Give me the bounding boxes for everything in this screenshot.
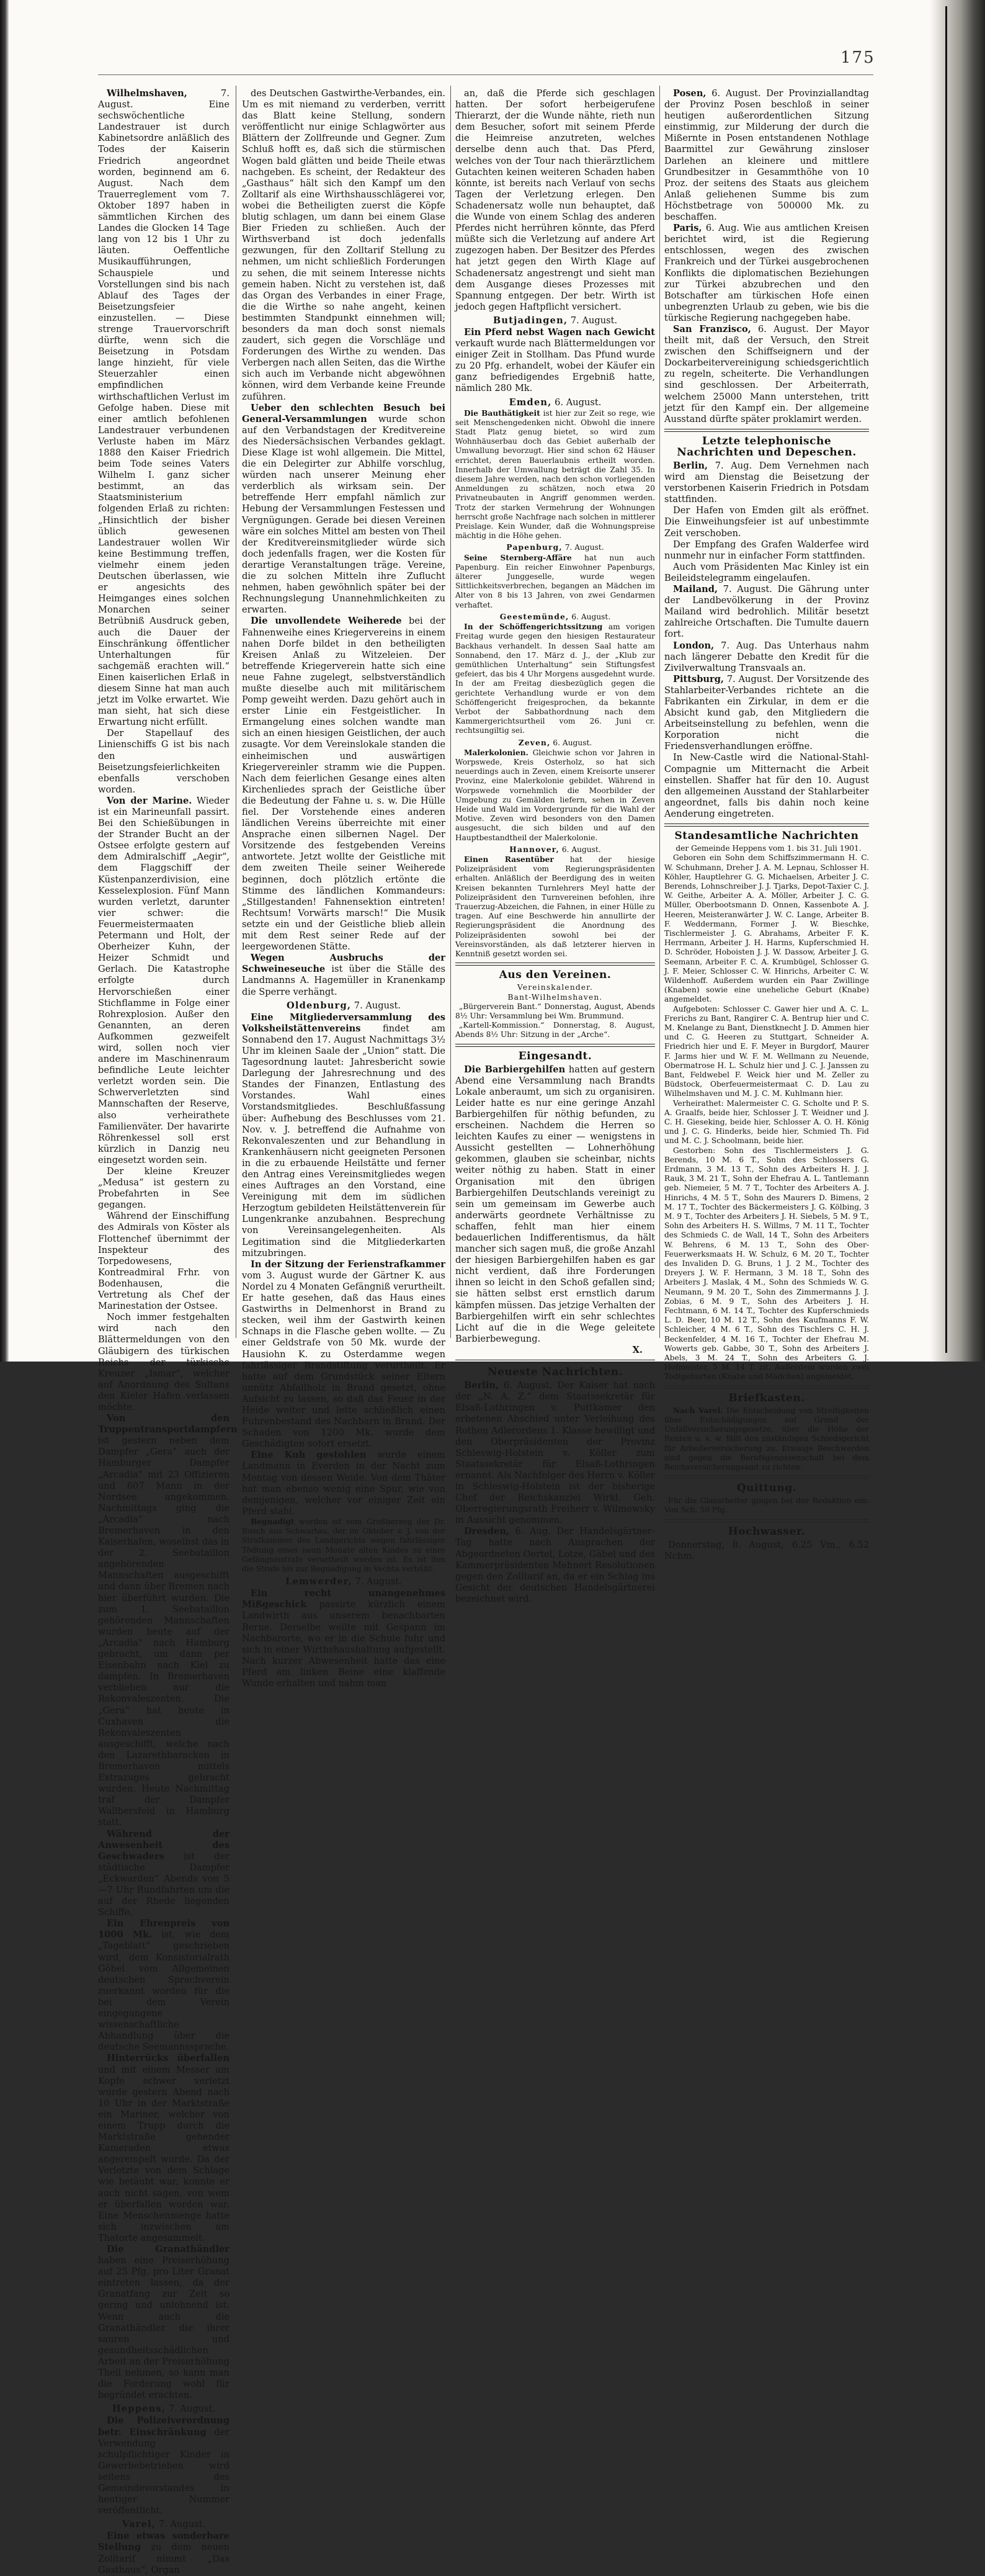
article-paragraph: [98, 1211, 230, 1312]
dateline: [98, 2403, 230, 2415]
article-paragraph: [242, 616, 445, 953]
article-paragraph: [455, 327, 655, 395]
article-paragraph: [664, 562, 869, 584]
text-line: „Bürgerverein Bant.“ Donnerstag, August, Abends 8½ Uhr: Versammlung bei Wm. Brummund.: [455, 1002, 655, 1020]
article-lead: Berlin,: [464, 1380, 499, 1391]
article-lead: Malerkolonien.: [464, 748, 528, 757]
article-text: findet am Sonnabend den 17. August Nachmittags 3½ Uhr im kleinen Saale der „Union“ statt. Die Tagesordnung lautet: Jahresbericht sowie Darlegung der Jahresrechnung und des Standes der Finanzen, Entlastung des Vorstandes. Wahl eines Vorstandsmitgliedes. Beschlußfassung über: Aufhebung des Beschlusses vom 21. Nov. v. J. betreffend die Aufnahme von Rekonvaleszenten und zur Behandlung in Krankenhäusern nicht geeigneten Personen in die zu erbauende Heilstätte und ferner den Antrag eines Vereinsmitgliedes wegen eines Auftrages an den Vorstand, eine Vereinigung mit dem im südlichen Herzogtum gebildeten Heilstättenverein für Lungenkranke anzubahnen. Besprechung von Vereinsangelegenheiten. Als Legitimation sind die Mitgliederkarten mitzubringen.: [242, 1023, 445, 1259]
article-paragraph: [242, 1588, 445, 1689]
article-text: haben eine Preiserhöhung auf 25 Pfg. pro Liter Granat eintreten lassen, da der Granatfang zur Zeit so gering und unlohnend ist. Wenn auch die Granathändler die ihrer sauren und gesundheitsschädlichen Arbeit an der Preiserhöhung Theil nehmen, so kann man die Forderung wohl für begründet erachten.: [98, 2255, 230, 2401]
article-lead: Eine Mitgliederversammlung des Volksheilstättenvereins: [242, 1012, 445, 1034]
section-rule: [455, 1360, 655, 1363]
article-lead: Die Bauthätigkeit: [464, 408, 540, 418]
article-paragraph: [98, 728, 230, 796]
article-text: und mit einem Messer am Kopfe schwer verletzt wurde gestern Abend nach 10 Uhr in der Marktstraße ein Mariner, welcher von einem Trupp durch die Marktstraße gehender Kameraden etwas angerempelt wurde. Da der Verletzte von dem Schlage wie betäubt war, konnte er auch nicht sagen, von wem er überfallen worden war. Eine Menschenmenge hatte sich inzwischen am Thatorte angesammelt.: [98, 2064, 230, 2243]
section-rule: [664, 1386, 869, 1389]
dateline-date: 7. August.: [166, 2403, 216, 2415]
section-heading: Aus den Vereinen.: [499, 969, 612, 982]
article-paragraph: [98, 1166, 230, 1211]
dateline-place: Zeven,: [518, 738, 551, 747]
article-lead: Dresden,: [464, 1526, 510, 1537]
article-lead: Mailand,: [673, 584, 718, 595]
article-lead: Während der Anwesenheit des Geschwaders: [98, 1828, 230, 1862]
article-text: Der Hafen von Emden gilt als eröffnet. Die Einweihungsfeier ist auf unbestimmte Zeit verschoben.: [664, 505, 869, 539]
article-text: des Deutschen Gastwirthe-Verbandes, ein. Um es mit niemand zu verderben, verritt das Blatt keine Stellung, sondern veröffentlicht nur einige Schlagwörter aus Blättern der Zollfreunde und Gegner. Zum Schluß hofft es, daß sich die stürmischen Wogen bald glätten und beide Theile etwas nachgeben. Es scheint, der Redakteur des „Gasthaus“ hält sich den Kampf um den Zolltarif als eine Wirthshausschlägerei vor, wobei die Betheiligten zuerst die Köpfe blutig schlagen, um dann bei einem Glase Bier Frieden zu schließen. Auch der Wirthsverband ist doch jedenfalls gezwungen, für den Zolltarif Stellung zu nehmen, um nicht schließlich Forderungen zu sehen, die mit seinem Interesse nichts gemein haben. Nicht zu verstehen ist, daß das Organ des Verbandes in einer Frage, die die Wirthe so nahe angeht, keinen bestimmten Standpunkt einnehmen will; besonders da man doch sonst niemals zaudert, sich gegen die Vorschläge und Forderungen des Wirthe zu wenden. Das Verbergen nach allen Seiten, das die Wirthe sich auch im Verbande nicht abgewöhnen können, wird dem Verbande keine Freunde zuführen.: [242, 88, 445, 402]
article-paragraph: [664, 752, 869, 820]
article-text: zu dem neuen Zolltarif nimmt „Das Gasthaus“, Organ: [98, 2542, 230, 2575]
article-paragraph: [455, 1064, 655, 1345]
dateline-place: Emden,: [509, 397, 552, 408]
article-text: Wieder ist ein Marineunfall passirt. Bei den Schießübungen in der Strander Bucht an der Ostsee erfolgte gestern auf dem Admiralschiff „Aegir“, dem Flaggschiff der Küstenpanzerdivision, eine Kesselexplosion. Fünf Mann wurden verletzt, darunter vier schwer: die Feuermeistermaaten Petermann und Holt, der Oberheizer Kuhn, der Heizer Schmidt und Gerlach. Die Katastrophe erfolgte durch Hervorschießen einer Stichflamme in Folge einer Rohrexplosion. Außer den Genannten, an deren Aufkommen gezweifelt wird, sollen noch vier andere im Maschinenraum befindliche Leute leichter verletzt worden sein. Die Schwerverletzten sind Mannschaften der Reserve, also verheirathete Familienväter. Der havarirte Röhrenkessel soll erst kürzlich in Danzig neu eingesetzt worden sein.: [98, 795, 230, 1165]
article-text: Der Empfang des Grafen Walderfee wird nunmehr nur in einfacher Form stattfinden.: [664, 539, 869, 561]
column-4: [664, 88, 870, 1561]
article-text: 7. Aug. Dem Vernehmen nach wird am Dienstag die Beisetzung der verstorbenen Kaiserin Friedrich in Potsdam stattfinden.: [664, 460, 869, 505]
dateline: [242, 1576, 445, 1587]
article-paragraph: [664, 584, 869, 640]
article-paragraph: [98, 2415, 230, 2516]
article-paragraph: [664, 674, 869, 753]
article-lead: Die unvollendete Weiherede: [251, 616, 402, 627]
column-divider: [450, 86, 451, 1338]
article-paragraph: [455, 1380, 655, 1526]
article-text: Der kleine Kreuzer „Medusa“ ist gestern zu Probefahrten in See gegangen.: [98, 1166, 230, 1211]
article-paragraph: [664, 88, 869, 223]
column-3: [455, 88, 656, 1604]
article-text: hat der hiesige Polizeipräsident vom Regierungspräsidenten erhalten. Anläßlich der Beerdigung des in weiten Kreisen bekannten Turnlehrers Meyl hatte der Polizeipräsident den Turnvereinen befohlen, ihre Trauerzug-Abzeichen, die Fahnen, in einer Hülle zu tragen. Auf eine Beschwerde hin annullirte der Regierungspräsident die Anordnung des Polizeipräsidenten sowohl bei der Vereinsvorständen, als daß letzterer hierven in Kenntniß gesetzt worden sei.: [455, 855, 656, 958]
article-text: hatten auf gestern Abend eine Versammlung nach Brandts Lokale anberaumt, um sich zu organisiren. Leider hatte es nur eine geringe Anzahl Barbiergehilfen für nöthig befunden, zu erscheinen. Nachdem die Herren so leichten Kaufes zu einer — wenigstens in Aussicht gestellten — Lohnerhöhung gekommen, glauben sie scheinbar, nichts weiter nöthig zu haben. Statt in einer Organisation mit den übrigen Barbiergehilfen Deutschlands vereinigt zu sein um gemeinsam im Gewerbe auch anderwärts geordnete Verhältnisse zu schaffen, fehlt man hier einem bedauerlichen Indifferentismus, da hält mancher sich sagen muß, die große Anzahl der hiesigen Barbiergehilfen haben es gar nicht verdient, daß ihre Forderungen ihnen so leicht in den Schoß gefallen sind; sie hätten selbst erst ernstlich darum kämpfen müssen. Das jetzige Verhalten der Barbiergehilfen wirft ein sehr schlechtes Licht auf die in die Wege geleitete Barbierbewegung.: [455, 1064, 655, 1344]
article-text: Eine sechswöchentliche Landestrauer ist durch Kabinetsordre anläßlich des Todes der Kaiserin Friedrich angeordnet worden, beginnend am 6. August. Nach dem Trauerreglement vom 7. Oktober 1897 haben in sämmtlichen Kirchen des Landes die Glocken 14 Tage lang von 12 bis 1 Uhr zu läuten. Oeffentliche Musikaufführungen, Schauspiele und Vorstellungen sind bis nach Ablauf des Tages der Beisetzungsfeier einzustellen. — Diese strenge Trauervorschrift dürfte, wenn sich die Beisetzung in Potsdam lange hinzieht, für viele Steuerzahler einen empfindlichen wirthschaftlichen Verlust im Gefolge haben. Diese mit einer amtlich befohlenen Landestrauer verbundenen Verluste haben im März 1888 den Kaiser Friedrich beim Tode seines Vaters Wilhelm I. ganz sicher bestimmt, an das Staatsministerium folgenden Erlaß zu richten: „Hinsichtlich der bisher üblich gewesenen Landestrauer wollen Wir keine Bestimmung treffen, vielmehr einem jeden Deutschen überlassen, wie er angesichts des Heimganges eines solchen Monarchen seiner Betrübniß Ausdruck geben, auch die Dauer der Einschränkung öffentlicher Unterhaltungen für sachgemäß erachten will.“ Einen kaiserlichen Erlaß in diesem Sinne hat man auch jetzt im Volke erwartet. Wie man sieht, hat sich diese Erwartung nicht erfüllt.: [98, 99, 230, 728]
section-heading: Quittung.: [736, 1482, 797, 1495]
text-line: „Kartell-Kommission.“ Donnerstag, 8. August, Abends 8½ Uhr: Sitzung in der „Arche“.: [455, 1021, 655, 1039]
article-lead: Von der Marine.: [107, 795, 192, 806]
article-paragraph: [664, 460, 869, 505]
section-rule: [455, 963, 655, 966]
dateline-date: 6. August.: [569, 612, 611, 621]
dateline: [455, 613, 655, 622]
dateline-place: Butjadingen,: [493, 315, 568, 326]
article-paragraph: [455, 1526, 655, 1605]
article-paragraph: [98, 2531, 230, 2575]
dateline: [455, 543, 655, 552]
article-text: worden ist vom Großherzog der Dr. Busch aus Schwartau, der im Oktober v. J. von der Strafkammer des Landgerichts wegen fahrlässiger Tödtung eines neun Monate alten Kindes zu einer Gefängnisstrafe verurtheilt worden ist. Es ist ihm die Strafe bis zur Begnadigung in Vechta verbüßt.: [242, 1517, 446, 1573]
article-lead: Nach Varel.: [673, 1406, 723, 1415]
article-paragraph: [455, 855, 655, 959]
article-paragraph: [98, 2053, 230, 2244]
dateline-place: Lemwerder,: [285, 1576, 352, 1587]
section-rule: [455, 1044, 655, 1047]
section-heading: Letzte telephonische Nachrichten und Depeschen.: [677, 434, 857, 459]
dateline: [455, 315, 655, 326]
article-text: Noch immer festgehalten wird nach den Blättermeldungen von den Gläubigern des türkischen Reichs der türkische Kreuzer „Ismar“, welcher auf Anordnung des Sultans den Kieler Hafen verlassen möchte.: [98, 1312, 230, 1412]
text-line: der Gemeinde Heppens vom 1. bis 31. Juli 1901.: [675, 844, 862, 853]
article-text: 6. Aug. Der Handelsgärtner-Tag hatte nach Ansprachen der Abgeordneten Oertel, Lotze, Gäbel und des Kammerpräsidenten Mehnert Resolutionen gegen den Zolltarif an, da er ein Schlag ins Gesicht der deutschen Handelsgärtnerei bezeichnet wird.: [455, 1526, 655, 1604]
subsection-heading: Bant-Wilhelmshaven.: [507, 992, 603, 1002]
article-paragraph: [98, 796, 230, 1166]
column-2: [242, 88, 446, 1689]
article-lead: Wegen Ausbruchs der Schweineseuche: [242, 953, 445, 975]
dateline-place: Geestemünde,: [499, 612, 569, 621]
article-lead: In der Schöffengerichtssitzung: [464, 622, 603, 632]
article-paragraph: [664, 1406, 869, 1472]
article-lead: Ein Pferd nebst Wagen nach Gewicht: [464, 326, 655, 338]
article-paragraph: [242, 88, 445, 403]
article-text: Geboren ein Sohn dem Schiffszimmermann H. C. W. Schuhmann, Dreher J. A. M. Lepnau, Schlosser H. Köhler, Hauptlehrer G. G. Michaelsen, Arbeiter J. C. Berends, Lohnschreiber J. J. Tjarks, Depot-Taxier C. J. W. Geithe, Arbeiter A. A. Möller, Arbeiter J. C. G. Müller, Oberbootsmann D. Onnen, Kassenbote A. J. Heeren, Meisteranwärter J. W. C. Lange, Arbeiter B. F. Weddermann, Former J. W. Bieschke, Tischlermeister J. G. Abrahams, Arbeiter F. K. Herrmann, Arbeiter J. H. Harms, Kupferschmied H. D. Schröder, Hoboisten J. J. W. Dassow, Arbeiter J. G. Seemann, Arbeiter F. C. A. Krumbügel, Schlosser G. J. F. Meier, Schlosser C. W. Hinrichs, Arbeiter C. W. Wildenhoff. Außerdem wurden ein Paar Zwillinge (Knaben) sowie eine uneheliche Geburt (Knabe) angemeldet.: [664, 853, 869, 1004]
article-lead: Ein Ehrenpreis von 1000 Mk.: [98, 1918, 230, 1941]
article-text: ist hier zur Zeit so rege, wie seit Menschengedenken nicht. Obwohl die innere Stadt Platz genug bietet, so wird zum Wohnhäuserbau doch das Gebiet außerhalb der Umwallung bevorzugt. Hier sind schon 62 Häuser errichtet, deren Bauerlaubnis ertheilt worden. Innerhalb der Umwallung beträgt die Zahl 35. In diesem Jahre werden, nach den schon vorliegenden Anmeldungen zu schätzen, noch etwa 20 Privatneubauten in Angriff genommen werden. Trotz der starken Vermehrung der Wohnungen herrscht große Nachfrage nach solchen in mittlerer Preislage. Kein Wunder, daß die Wohnungspreise mächtig in die Höhe gehen.: [455, 408, 656, 541]
article-paragraph: [242, 403, 445, 616]
article-text: Die Entscheidung von Streitigkeiten über Entschädigungen auf Grund der Unfallversicherungsgesetze, über die Höhe der Renten u. s. w. fällt den zuständigen Schiedsgericht für Arbeiterversicherung zu. Etwaige Beschwerden sind gegen die Berufsgenossenschaft bei dem Reichsversicherungsamt zu richten.: [664, 1406, 870, 1471]
article-paragraph: [98, 2244, 230, 2401]
article-text: Auch vom Präsidenten Mac Kinley ist ein Beileidstelegramm eingelaufen.: [664, 561, 869, 583]
article-paragraph: [98, 88, 230, 728]
article-lead: Von den Truppentransportdampfern: [98, 1413, 238, 1435]
article-text: wurde einem Landmann in Everden in der Nacht zum Montag von dessen Weide. Von dem Thäter hat man ebenso wenig eine Spur, wie von demjenigen, welcher vor einiger Zeit ein Pferd stahl.: [242, 1450, 445, 1517]
article-text: passirte kürzlich einem Landwirth aus unserem benachbarten Berne. Derselbe weilte mit Gespann im Nachbarorte, wo er in die Schule fuhr und sich in einer Wirthshaushaltung aufgestellt. Nach kurzer Abwesenheit hatte das eine Pferd am linken Beine eine klaffende Wunde erhalten und nahm man: [242, 1599, 446, 1689]
article-lead: Eine etwas sonderbare Stellung: [98, 2531, 230, 2553]
dateline: [455, 845, 655, 855]
article-lead: Wilhelmshaven,: [107, 88, 187, 99]
left-binding-edge: [0, 0, 9, 1362]
article-paragraph: [664, 505, 869, 539]
article-paragraph: [242, 1012, 445, 1259]
article-paragraph: [242, 1450, 445, 1517]
right-page-edge: [930, 0, 985, 1362]
article-text: Gleichwie schon vor Jahren in Worpswede, Kreis Osterholz, so hat sich neuerdings auch in Zeven, einem Kreisorte unserer Provinz, eine Malerkolonie gebildet. Während in Worpswede vornehmlich die Moorbilder der Umgebung zu Gemälden liefern, sehen in Zeven Heide und Wald im Vordergrunde für die Wahl der Motive. Zeven wird besonders von den Damen ausgesucht, die sich bilden und auf den Hauptbestandtheil der Malerkolonie.: [455, 748, 655, 842]
dateline-date: 6. August.: [559, 845, 601, 854]
article-paragraph: [664, 853, 869, 1004]
dateline-place: Papenburg,: [506, 543, 563, 552]
article-text: 7. Aug. Das Unterhaus nahm nach längerer Debatte den Kredit für die Zivilverwaltung Transvaals an.: [664, 640, 869, 673]
section-heading: Neueste Nachrichten.: [487, 1366, 623, 1379]
page-number: 175: [840, 48, 875, 67]
article-text: Verheirathet: Malermeister C. G. Scholte und P. S. A. Graalfs, beide hier, Schlosser J. T. Weidner und J. C. H. Gieseking, beide hier, Schlosser A. O. H. König und J. C. G. Hinderks, beide hier, Schmied Th. Fid und M. C. J. Schoolmann, beide hier.: [664, 1098, 869, 1146]
article-lead: London,: [673, 640, 715, 651]
dateline-date: 7. August.: [568, 315, 618, 326]
article-paragraph: [242, 1517, 445, 1574]
article-lead: Einen Rasentüber: [464, 855, 554, 864]
article-text: ist gestern neben dem Dampfer „Gera“ auch der Hamburger Dampfer „Arcadia“ mit 23 Offizieren und 607 Mann in der Nordsee angekommen. Nachmittags ging die „Arcadia“ nach Bremerhaven in den Kaiserhafen, woselbst das in der 2. Seebataillon angehörenden Mannschaften ausgeschifft und dann über Bremen nach hier überführt wurden. Die zum 1. Seebataillon gehörenden Mannschaften wurden heute auf der „Arcadia“ nach Hamburg gebracht, um dann per Eisenbahn nach Kiel zu dampfen. In Bremerhaven verblieben nur die Rekonvaleszenten. Die „Gera“ hat heute in Cuxhaven die Rekonvaleszenten ausgeschifft, welche nach den Lazarethbaracken in Bremerhaven mittels Extrazuges gebracht wurden. Heute Nachmittag traf der Dampfer Wallbersfeld in Hamburg statt.: [98, 1435, 230, 1828]
article-lead: In der Sitzung der Ferienstrafkammer: [251, 1259, 445, 1270]
dateline-date: 6. August.: [551, 397, 602, 408]
article-lead: Ueber den schlechten Besuch bei General-Versammlungen: [242, 402, 445, 424]
article-paragraph: [455, 88, 655, 313]
dateline-date: 6. August.: [550, 738, 592, 747]
article-paragraph: [664, 1005, 869, 1099]
dateline: [98, 2519, 230, 2530]
dateline-date: 7. August.: [352, 1576, 402, 1587]
article-lead: Eine Kuh gestohlen: [251, 1450, 367, 1461]
article-lead: Seine Sternberg-Affäre: [464, 553, 572, 562]
article-text: verkauft wurde nach Blättermeldungen vor einiger Zeit in Stollham. Das Pfund wurde zu 20 Pfg. erhandelt, wobei der Käufer ein ganz befriedigendes Ergebniß hatte, nämlich 280 Mk.: [455, 338, 655, 394]
article-paragraph: [455, 409, 655, 541]
subsection-heading: Vereinskalender.: [517, 983, 594, 992]
article-text: ist, wie dem „Tageblatt“ geschrieben wird, dem Konsistorialrath Göbel vom Allgemeinen deutschen Sprachverein zuerkannt worden für die bei dem Verein eingegangene wissenschaftliche Abhandlung über die deutsche Seemannssprache.: [98, 1929, 230, 2053]
section-rule: [664, 429, 869, 432]
article-lead: Pittsburg,: [673, 673, 724, 684]
article-paragraph: [98, 1312, 230, 1413]
article-lead: Die Granathändler: [107, 2244, 230, 2255]
article-paragraph: [455, 554, 655, 610]
article-paragraph: [98, 1918, 230, 2053]
article-paragraph: [664, 324, 869, 425]
section-heading: Hochwasser.: [728, 1525, 806, 1538]
article-text: Aufgeboten: Schlosser C. Gawer hier und A. C. L. Frerichs zu Bant, Rangirer C. A. Bentrup hier und C. M. Knelange zu Bant, Dienstknecht J. D. Ammen hier und C. G. Heeren zu Stuttgart, Schneider A. Friedrich hier und E. F. Meyer in Burgdorf, Maurer F. Jarms hier und W. F. M. Wellmann zu Neuende, Obermatrose H. L. Schulz hier und J. C. J. Janssen zu Bant, Feldwebel F. Weick hier und M. Zeller zu Büdstock, Oberfeuermeistermaat C. D. Lau zu Wilhelmshaven und M. J. C. M. Kuhlmann hier.: [664, 1004, 869, 1098]
article-lead: Paris,: [673, 223, 702, 234]
article-text: Der Stapellauf des Linienschiffs G ist bis nach den Beisetzungsfeierlichkeiten ebenfalls verschoben worden.: [98, 728, 230, 795]
dateline-date: 7. August.: [562, 543, 604, 552]
article-text: 6. Aug. Wie aus amtlichen Kreisen berichtet wird, ist die Regierung entschlossen, wegen des zwischen Frankreich und der Türkei ausgebrochenen Konflikts die diplomatischen Beziehungen zur Türkei abzubrechen und den Botschafter am türkischen Hofe einen unbegrenzten Urlaub zu geben, wie bis die türkische Regierung nachgegeben habe.: [664, 223, 870, 323]
article-lead: Die Polizeiverordnung betr. Einschränkung: [98, 2415, 230, 2438]
article-paragraph: [664, 223, 869, 324]
article-paragraph: [664, 1099, 869, 1146]
dateline: [455, 397, 655, 408]
dateline-place: Oldenburg,: [286, 1000, 352, 1011]
dateline: [242, 1000, 445, 1012]
article-text: Gestorben: Sohn des Tischlermeisters J. G. Berends, 10 M. 6 T., Sohn des Schlossers G. Erdmann, 3 M. 13 T., Sohn des Arbeiters H. J. J. Rauk, 3 M. 21 T., Sohn der Ehefrau A. L. Tantlemann geb. Niemeier, 5 M. 7 T., Tochter des Arbeiters A. J. Hinrichs, 4 M. 5 T., Sohn des Maurers D. Bimens, 2 M. 17 T., Tochter des Bäckermeisters J. G. Kölbing, 3 M. 9 T., Tochter des Arbeiters J. H. Siebels, 5 M. 9 T., Sohn des Arbeiters H. S. Willms, 7 M. 11 T., Tochter des Schmieds C. de Wall, 14 T., Sohn des Arbeiters W. Behrens, 6 M. 13 T., Sohn des Ober-Feuerwerksmaats H. W. Schulz, 6 M. 20 T., Tochter des Invaliden D. G. Bruns, 1 J. 2 M., Tochter des Dreyers J. W. F. Hermann, 3 M. 18 T., Sohn des Arbeiters J. Maslak, 4 M., Sohn des Schmieds W. G. Neumann, 9 M. 20 T., Sohn des Zimmermanns J. J. Zobias, 6 M. 9 T., Sohn des Arbeiters J. H. Fechtmann, 6 M. 14 T., Tochter des Kupferschmieds L. D. Beer, 10 M. 12 T., Sohn des Kaufmanns F. W. Schleicher, 4 M. 6 T., Sohn des Tischlers C. H. J. Beckenfelder, 4 M. 16 T., Tochter der Ehefrau M. Wowerts geb. Gabbe, 30 T., Sohn des Arbeiters J. Abels, 3 M. 24 T., Sohn des Arbeiters G. J. Hofmeister, 5 M. 14 T. zit. Außerdem wurden zwei Todtgeburten (Knabe und Mädchen) angemeldet.: [664, 1146, 869, 1381]
article-lead: Die Barbiergehilfen: [464, 1064, 566, 1075]
column-1: [98, 88, 238, 2575]
section-heading: Eingesandt.: [518, 1049, 592, 1062]
article-paragraph: [98, 1413, 238, 1828]
dateline-place: Hannover,: [509, 845, 559, 854]
article-paragraph: [664, 1146, 869, 1382]
article-text: am vorigen Freitag wurde gegen den hiesigen Restaurateur Backhaus verhandelt. In dessen Saal hatte am Sonnabend, den 17. März d. J., der „Klub zur gemüthlichen Unterhaltung“ sein Stiftungsfest gefeiert, das bis 4 Uhr Morgens ausgedehnt wurde. In der am Freitag diesbezüglich gegen die gerichtete Verhandlung wurde er von dem Schöffengericht freigesprochen, da bekannte Verbot der Sabbathordnung nach dem Kammergerichtsurtheil vom 26. Juni cr. rechtsungiltig sei.: [455, 622, 655, 735]
article-text: 6. August. Der Provinziallandtag der Provinz Posen beschloß in seiner heutigen außerordentlichen Sitzung einstimmig, zur Milderung der durch die Mißernte in Posen entstandenen Nothlage Baarmittel zur Gewährung zinsloser Darlehen an kleinere und mittlere Grundbesitzer in Gesammthöhe von 10 Proz. der seitens des Staats aus gleichem Anlaß geliehenen Summe bis zum Höchstbetrage von 500000 Mk. zu beschaffen.: [664, 88, 869, 223]
section-heading: Standesamtliche Nachrichten: [674, 830, 859, 842]
dateline-date: 7. August.: [156, 2519, 206, 2530]
text-line: Für die Glasarbeiter gingen bei der Redaktion ein: Von Sch. 50 Pfg.: [664, 1496, 869, 1515]
article-lead: Posen,: [673, 88, 706, 99]
section-rule: [664, 1519, 869, 1522]
article-text: ist über die Ställe des Landmanns A. Hagemüller in Kranenkamp die Sperre verhängt.: [242, 964, 445, 997]
article-text: wurde schon auf den Verbandstagen der Kreditvereine des Niedersächsischen Verbandes geklagt. Diese Klage ist wohl allgemein. Die Mittel, die ein Delegirter zur Abhilfe vorschlug, würden nach unserer Meinung eher verderblich als wirksam sein. Der betreffende Herr empfahl nämlich zur Hebung der Versammlungen Festessen und Vergnügungen. Gerade bei diesen Vereinen wäre ein solches Mittel am besten von Theil der Kreditvereinsmitglieder würde sich doch jedenfalls fragen, wer die Kosten für derartige Veranstaltungen träge. Vereine, die zu solchen Mitteln ihre Zuflucht nehmen, haben gewöhnlich später bei der Rechnungslegung Unannehmlichkeiten zu erwarten.: [242, 413, 445, 616]
article-paragraph: [664, 640, 869, 674]
article-text: Während der Einschiffung des Admirals von Köster als Flottenchef übernimmt der Inspekteur des Torpedowesens, Kontreadmiral Frhr. von Bodenhausen, die Vertretung als Chef der Marinestation der Ostsee.: [98, 1211, 230, 1312]
article-text: hat nun auch Papenburg. Ein reicher Einwohner Papenburgs, älterer Junggeselle, wurde wegen Sittlichkeitsverbrechen, begangen an Mädchen im Alter von 8 bis 13 Jahren, von zwei Gendarmen verhaftet.: [455, 553, 655, 609]
article-paragraph: [455, 748, 655, 843]
article-paragraph: [664, 539, 869, 562]
article-paragraph: [242, 953, 445, 997]
dateline-place: Heppens,: [112, 2403, 166, 2415]
article-text: der Verwendung schulpflichtiger Kinder in Gewerbebetrieben wird seitens des Gemeindevorstandes in heutiger Nummer veröffentlicht.: [98, 2426, 230, 2516]
article-lead: Ein recht unangenehmes Mißgeschick: [242, 1588, 445, 1610]
section-heading: Briefkasten.: [728, 1391, 805, 1404]
article-text: ist der städtische Dampfer „Eckwarden“ Abends von 5—7 Uhr Rundfahrten um die auf der Rhede liegenden Schiffe.: [98, 1851, 230, 1918]
article-paragraph: [98, 1829, 230, 1919]
section-rule: [664, 824, 869, 827]
article-lead: San Franzisco,: [673, 323, 751, 334]
text-line: Donnerstag, 8. August, 6.25 Vm., 6.52 Nchm.: [664, 1539, 869, 1561]
article-text: an, daß die Pferde sich geschlagen hatten. Der sofort herbeigerufene Thierarzt, der die Wunde nähte, rieth nun dem Besucher, sofort mit seinem Pferde die Heimreise anzutreten, welches derselbe denn auch that. Das Pferd, welches von der Tour nach thierärztlichem Gutachten keinen weiteren Schaden haben könnte, ist bereits nach Verlauf von sechs Tagen der Verletzung erlegen. Den Schadenersatz wolle nun behauptet, daß die Wunde von einem Schlag des anderen Pferdes nicht herrühren könnte, das Pferd müßte sich die Verletzung auf andere Art zugezogen haben. Der Besitzer des Pferdes hat jetzt gegen den Wirth Klage auf Schadenersatz angestrengt und sieht man dem Ausgange dieses Prozesses mit Spannung entgegen. Der betr. Wirth ist jedoch gegen Haftpflicht versichert.: [455, 88, 655, 312]
article-text: 6. August. Der Mayor theilt mit, daß der Versuch, den Streit zwischen den Schiffseignern und der Dockarbeitervereinigung schiedsgerichtlich zu regeln, scheiterte. Die Verhandlungen sind geschlossen. Der Arbeiterrath, welchem 25000 Mann unterstehen, tritt jetzt für den Kampf ein. Der allgemeine Ausstand dürfte später proklamirt werden.: [664, 323, 869, 424]
article-text: vom 3. August wurde der Gärtner K. aus Nordel zu 4 Monaten Gefängniß verurtheilt. Er hatte gesehen, daß das Haus eines Gastwirths in Delmenhorst in Brand zu stecken, weil ihm der Gastwirth keinen Schnaps in die Flasche geben wollte. — Zu einer Geldstrafe von 50 Mk. wurde der Hausiohn K. zu Osterdamme wegen fahrlässiger Brandstiftung verurtheilt. Er hatte auf dem Grundstück seiner Eltern unnütz Abfallholz in Brand gesetzt, ohne Aufsicht zu lassen, so daß das Feuer in der Heide weiter und lette schließlich einen Fuhrenbestand des Nachbarn in Brand. Der Schaden von 1200 Mk. wurde dem Geschädigten sofort ersetzt.: [242, 1270, 445, 1450]
dateline-date: 7. August.: [98, 88, 230, 110]
dateline-place: Varel,: [122, 2519, 156, 2530]
article-lead: Hinterrücks überfallen: [107, 2053, 230, 2064]
article-lead: Berlin,: [673, 460, 708, 471]
article-text: 6. August. Der Kaiser hat nach der „N. A. Z.“ dem Staatssekretär für Elsaß-Lothringen v. Puttkamer den erbetenen Abschied unter Verleihung des Rothen Adlerordens 1. Klasse bewilligt und den Oberpräsidenten der Provinz Schleswig-Holstein v. Köller zum Staatssekretär für Elsaß-Lothringen ernannt. Als Nachfolger des Herrn v. Köller in Schleswig-Holstein ist der bisherige Chef der Reichskanzlei Wirkl. Geh. Oberregierungsrath Freiherr v. Wilmowsky in Aussicht genommen.: [455, 1380, 656, 1526]
article-paragraph: [242, 1259, 445, 1450]
signature: X.: [632, 1344, 643, 1355]
article-text: 7. August. Der Vorsitzende des Stahlarbeiter-Verbandes richtete an die Fabrikanten ein Zirkular, in dem er die Absicht kund gab, den Mitgliedern die Arbeitseinstellung zu befehlen, wenn die Korporation nicht die Friedensverhandlungen eröffne.: [664, 673, 870, 752]
article-lead: Begnadigt: [251, 1517, 295, 1526]
section-rule: [664, 1476, 869, 1479]
article-text: 7. August. Die Gährung unter der Landbevölkerung in der Provinz Mailand wird bedrohlich. Militär besetzt zahlreiche Ortschaften. Die Tumulte dauern fort.: [664, 584, 869, 640]
article-text: In New-Castle wird die National-Stahl-Compagnie um Mitternacht die Arbeit einstellen. Shaffer hat für den 10. August den allgemeinen Ausstand der Stahlarbeiter angeordnet, falls bis dahin noch keine Aenderung eingetreten.: [664, 752, 869, 819]
article-text: bei der Fahnenweihe eines Kriegervereins in einem nahen Dorfe bildet in den betheiligten Kreisen Anlaß zu Witzeleien. Der betreffende Kriegerverein hatte sich eine neue Fahne zugelegt, selbstverständlich mußte dieselbe auch mit militärischem Pomp geweiht werden. Dazu gehört auch in erster Linie ein Festgeistlicher. In Ermangelung eines solchen wandte man sich an einen hiesigen Geistlichen, der auch zusagte. Vor dem Vereinslokale standen die einheimischen und auswärtigen Kriegervereinler stramm wie die Puppen. Nach dem feierlichen Gesange eines alten Kirchenliedes sprach der Geistliche über die Bedeutung der Fahne u. s. w. Die Hülle fiel. Der Vorstehende eines anderen ländlichen Vereins überreichte mit einer Ansprache einen silbernen Nagel. Der Vorsitzende des festgebenden Vereins antwortete. Jetzt wollte der Geistliche mit dem zweiten Theile seiner Weiherede beginnen, doch plötzlich ertönte die Stimme des ländlichen Kommandeurs: „Stillgestanden! Fahnensektion eintreten! Rechtsum! Vorwärts marsch!“ Die Musik setzte ein und der Geistliche blieb allein mit dem Rest seiner Rede auf der leergewordenen Stätte.: [242, 616, 446, 953]
dateline-date: 7. August.: [351, 1000, 401, 1011]
top-rule: [98, 74, 873, 75]
dateline: [455, 738, 655, 748]
column-divider: [659, 86, 660, 1338]
article-paragraph: [455, 622, 655, 735]
